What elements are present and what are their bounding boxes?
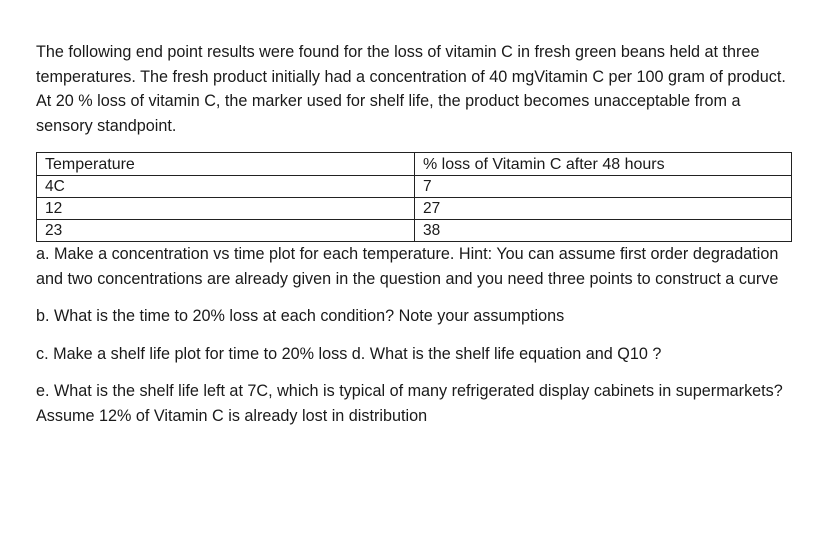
- header-percent-loss: % loss of Vitamin C after 48 hours: [415, 153, 792, 176]
- cell-percent-loss: 7: [415, 176, 792, 198]
- question-e: e. What is the shelf life left at 7C, which is typical of many refrigerated display cabinets in supermarkets? Assume 12% of Vitamin C is already lost in distribution: [36, 382, 783, 425]
- cell-temperature: 12: [37, 198, 415, 220]
- intro-paragraph: The following end point results were found for the loss of vitamin C in fresh green beans held at three temperatures. The fresh product initially had a concentration of 40 mgVitamin C per 100 gram of product. At 20 % loss of vitamin C, the marker used for shelf life, the product becomes unacceptable from a sensory standpoint.: [36, 43, 786, 135]
- vitamin-c-loss-table: [36, 152, 792, 242]
- cell-temperature: 4C: [37, 176, 415, 198]
- cell-percent-loss: 38: [415, 220, 792, 242]
- table-row: [37, 198, 792, 220]
- table-row: [37, 220, 792, 242]
- cell-temperature: 23: [37, 220, 415, 242]
- table-row: [37, 176, 792, 198]
- table-header-row: [37, 153, 792, 176]
- header-temperature: Temperature: [37, 153, 415, 176]
- cell-percent-loss: 27: [415, 198, 792, 220]
- document-page: [36, 40, 796, 428]
- question-c-d: c. Make a shelf life plot for time to 20% loss d. What is the shelf life equation and Q10 ?: [36, 344, 662, 363]
- question-a: a. Make a concentration vs time plot for each temperature. Hint: You can assume first order degradation and two concentrations are already given in the question and you need three points to construct a curve: [36, 245, 779, 288]
- question-b: b. What is the time to 20% loss at each condition? Note your assumptions: [36, 307, 565, 325]
